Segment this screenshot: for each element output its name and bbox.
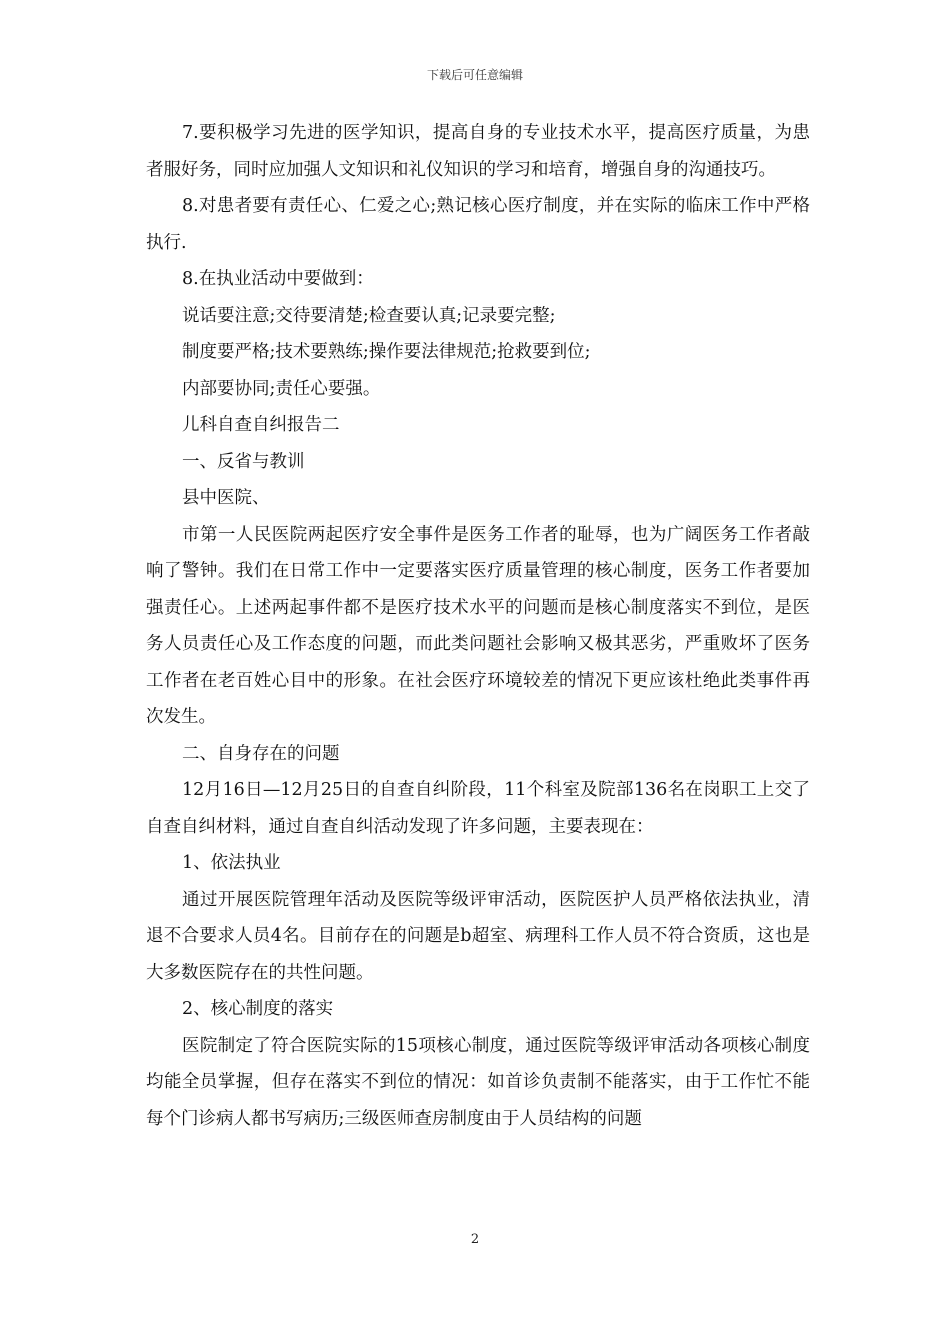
paragraph: 7.要积极学习先进的医学知识，提高自身的专业技术水平，提高医疗质量，为患者服好务，同时应加强人文知识和礼仪知识的学习和培育，增强自身的沟通技巧。 [146, 123, 810, 180]
subsection-heading: 2、核心制度的落实 [182, 999, 334, 1019]
paragraph: 制度要严格;技术要熟练;操作要法律规范;抢救要到位; [182, 342, 591, 362]
paragraph: 通过开展医院管理年活动及医院等级评审活动，医院医护人员严格依法执业，清退不合要求人员4名。目前存在的问题是b超室、病理科工作人员不符合资质，这也是大多数医院存在的共性问题。 [146, 889, 810, 983]
paragraph: 12月16日—12月25日的自查自纠阶段，11个科室及院部136名在岗职工上交了自查自纠材料，通过自查自纠活动发现了许多问题，主要表现在： [146, 780, 810, 837]
paragraph: 医院制定了符合医院实际的15项核心制度，通过医院等级评审活动各项核心制度均能全员掌握，但存在落实不到位的情况：如首诊负责制不能落实，由于工作忙不能每个门诊病人都书写病历;三级医师查房制度由于人员结构的问题 [146, 1035, 810, 1129]
document-body [146, 115, 810, 1137]
paragraph: 县中医院、 [182, 488, 270, 508]
paragraph: 内部要协同;责任心要强。 [182, 378, 381, 399]
section-heading: 一、反省与教训 [182, 451, 305, 472]
paragraph: 市第一人民医院两起医疗安全事件是医务工作者的耻辱，也为广阔医务工作者敲响了警钟。我们在日常工作中一定要落实医疗质量管理的核心制度，医务工作者要加强责任心。上述两起事件都不是医疗技术水平的问题而是核心制度落实不到位，是医务人员责任心及工作态度的问题，而此类问题社会影响又极其恶劣，严重败坏了医务工作者在老百姓心目中的形象。在社会医疗环境较差的情况下更应该杜绝此类事件再次发生。 [146, 524, 810, 727]
page-header: 下载后可任意编辑 [426, 68, 523, 82]
paragraph: 说话要注意;交待要清楚;检查要认真;记录要完整; [182, 305, 556, 326]
paragraph: 8.在执业活动中要做到： [182, 269, 374, 289]
subsection-heading: 1、依法执业 [182, 853, 281, 873]
section-heading: 二、自身存在的问题 [182, 743, 340, 764]
paragraph: 8.对患者要有责任心、仁爱之心;熟记核心医疗制度，并在实际的临床工作中严格执行. [146, 196, 810, 253]
page-number: 2 [470, 1232, 480, 1247]
section-title: 儿科自查自纠报告二 [182, 415, 340, 435]
